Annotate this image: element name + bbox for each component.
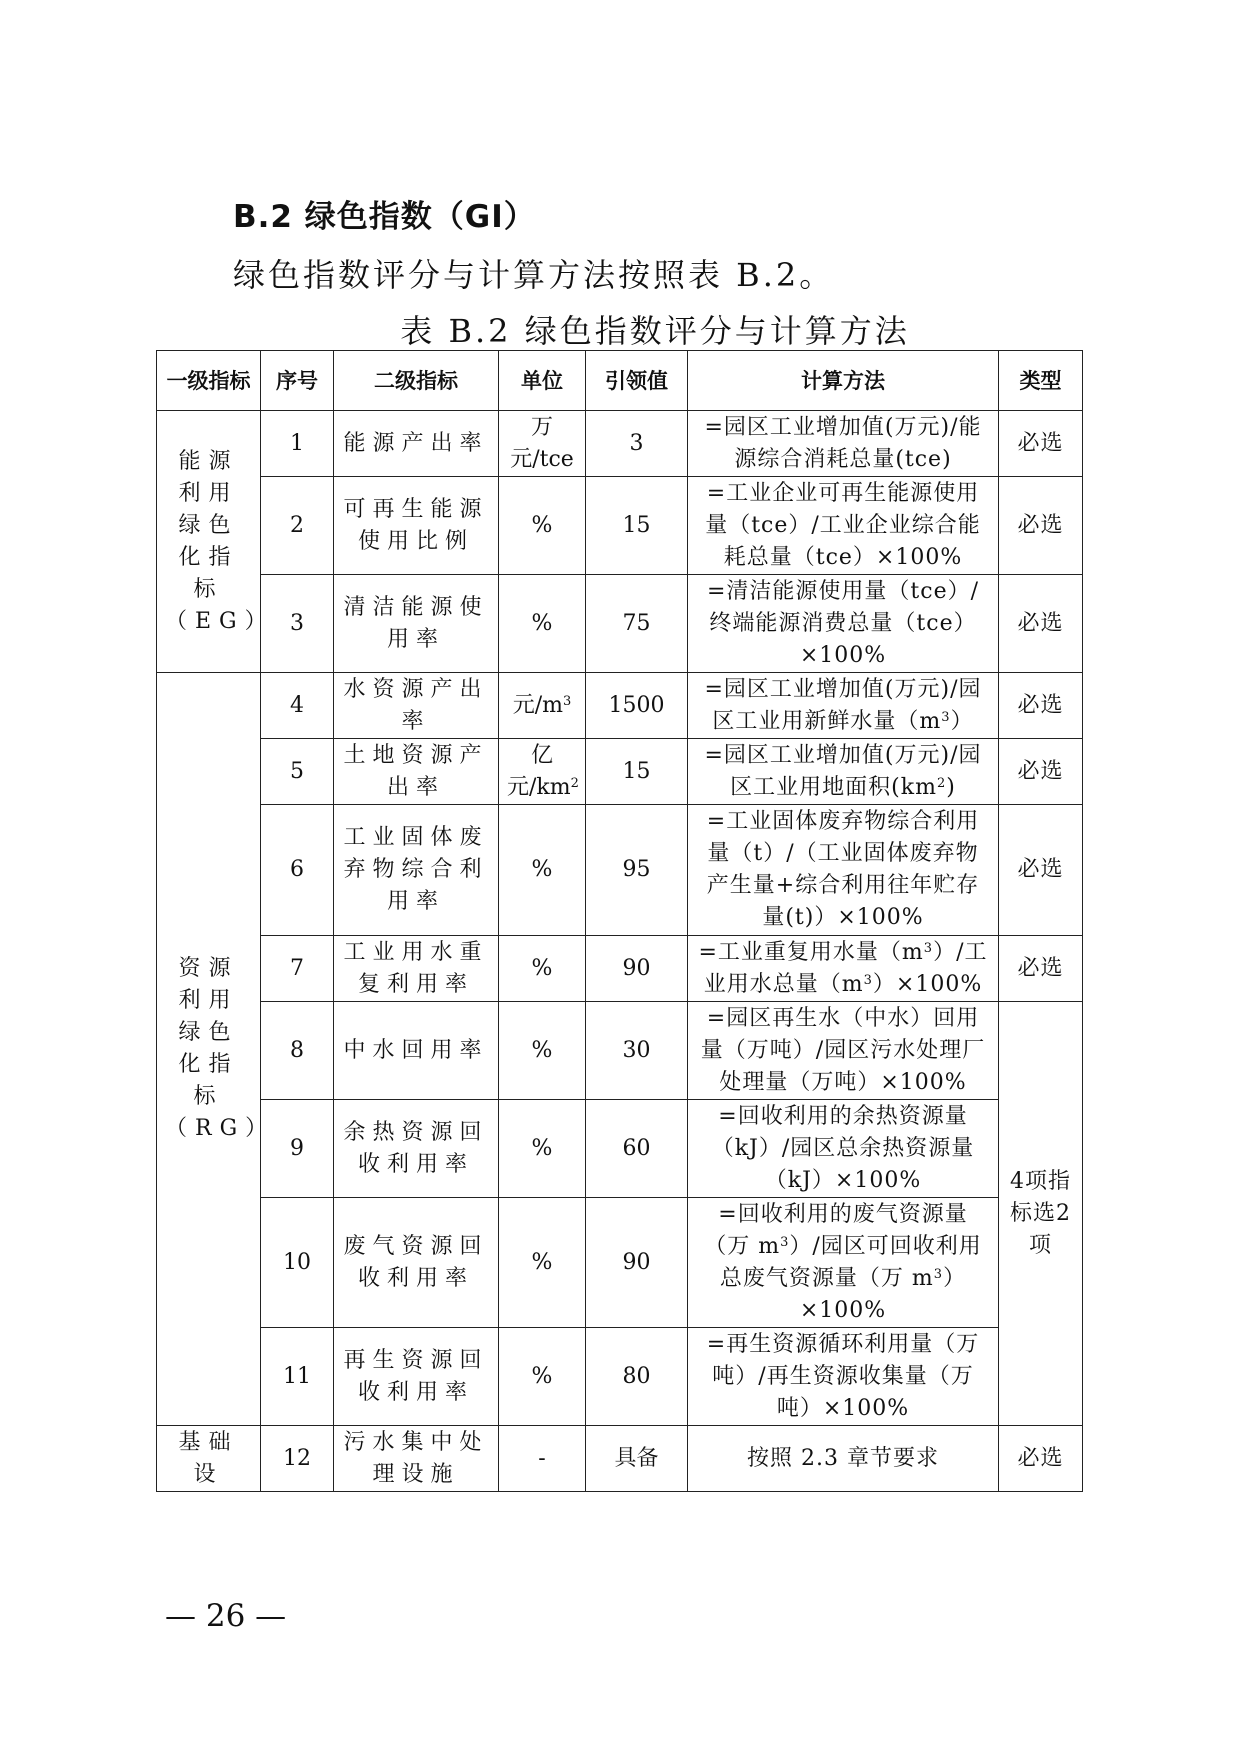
table-caption: 表 B.2 绿色指数评分与计算方法 [400,312,910,350]
unit-cell: 元$/m^3$ [499,673,586,739]
method-cell: =回收利用的废气资源量（万 $m^3)/$园区可回收利用总废气资源量（万 $m^3)\times 100\%$ [688,1198,999,1328]
unit-cell: % [499,575,586,673]
unit-cell: % [499,1198,586,1328]
row-index: 12 [261,1426,334,1492]
type-cell-group: 4项指标选2项 [999,1002,1083,1426]
green-index-table [156,350,1083,1492]
section-heading: B.2 绿色指数（GI） [233,199,536,235]
indicator-name: 废气资源回收利用率 [334,1198,499,1328]
header-type: 类型 [999,351,1083,411]
indicator-name: 工业用水重复利用率 [334,936,499,1002]
indicator-name: 能源产出率 [334,411,499,477]
type-cell: 必选 [999,805,1083,936]
indicator-name: 污水集中处理设施 [334,1426,499,1492]
method-cell: =园区工业增加值(万元)/能源综合消耗总量(tce) [688,411,999,477]
target-cell: 具备 [586,1426,688,1492]
method-cell: =回收利用的余热资源量（kJ）/园区总余热资源量（kJ）×100% [688,1100,999,1198]
method-cell: =清洁能源使用量（tce）/终端能源消费总量（tce）×100% [688,575,999,673]
table-row [157,477,1083,575]
unit-cell: % [499,1328,586,1426]
type-cell: 必选 [999,673,1083,739]
unit-cell: % [499,936,586,1002]
type-cell: 必选 [999,411,1083,477]
unit-cell: % [499,805,586,936]
type-cell: 必选 [999,477,1083,575]
intro-paragraph: 绿色指数评分与计算方法按照表 B.2。 [233,256,835,294]
indicator-name: 土地资源产出率 [334,739,499,805]
table-header-row [157,351,1083,411]
table-row [157,1100,1083,1198]
method-cell: =园区工业增加值(万元)/园区工业用新鲜水量$(m^3)$ [688,673,999,739]
row-index: 4 [261,673,334,739]
type-cell: 必选 [999,1426,1083,1492]
type-cell: 必选 [999,575,1083,673]
method-cell: =工业企业可再生能源使用量（tce）/工业企业综合能耗总量（tce）×100% [688,477,999,575]
header-unit: 单位 [499,351,586,411]
header-method: 计算方法 [688,351,999,411]
unit-cell: % [499,1002,586,1100]
unit-cell: % [499,1100,586,1198]
row-index: 9 [261,1100,334,1198]
indicator-name: 水资源产出率 [334,673,499,739]
target-cell: 3 [586,411,688,477]
row-index: 6 [261,805,334,936]
indicator-name: 可再生能源使用比例 [334,477,499,575]
table-row [157,739,1083,805]
unit-cell: 万元/tce [499,411,586,477]
table-row [157,1426,1083,1492]
type-cell: 必选 [999,936,1083,1002]
header-index: 序号 [261,351,334,411]
method-cell: =园区工业增加值(万元)/园区工业用地面积$(km^2)$ [688,739,999,805]
target-cell: 80 [586,1328,688,1426]
target-cell: 15 [586,477,688,575]
header-category: 一级指标 [157,351,261,411]
unit-cell: - [499,1426,586,1492]
category-cell-rg: 资源利用绿色化指标（RG） [157,673,261,1426]
page-number: — 26 — [165,1598,287,1634]
table-row [157,1198,1083,1328]
target-cell: 1500 [586,673,688,739]
type-cell: 必选 [999,739,1083,805]
table-row [157,805,1083,936]
target-cell: 90 [586,936,688,1002]
row-index: 7 [261,936,334,1002]
table-row [157,411,1083,477]
indicator-name: 工业固体废弃物综合利用率 [334,805,499,936]
table-row [157,936,1083,1002]
unit-cell: % [499,477,586,575]
indicator-name: 余热资源回收利用率 [334,1100,499,1198]
indicator-name: 再生资源回收利用率 [334,1328,499,1426]
method-cell: 按照 2.3 章节要求 [688,1426,999,1492]
target-cell: 60 [586,1100,688,1198]
method-cell: =再生资源循环利用量（万吨）/再生资源收集量（万吨）×100% [688,1328,999,1426]
row-index: 8 [261,1002,334,1100]
header-target: 引领值 [586,351,688,411]
method-cell: =工业重复用水量$(m^3)/$工业用水总量$(m^3)\times 100\%$ [688,936,999,1002]
target-cell: 75 [586,575,688,673]
unit-cell: 亿元$/km^2$ [499,739,586,805]
indicator-name: 中水回用率 [334,1002,499,1100]
target-cell: 95 [586,805,688,936]
header-indicator: 二级指标 [334,351,499,411]
row-index: 5 [261,739,334,805]
row-index: 11 [261,1328,334,1426]
indicator-name: 清洁能源使用率 [334,575,499,673]
table-row [157,1002,1083,1100]
target-cell: 15 [586,739,688,805]
target-cell: 90 [586,1198,688,1328]
target-cell: 30 [586,1002,688,1100]
table-row [157,575,1083,673]
method-cell: =工业固体废弃物综合利用量（t）/（工业固体废弃物产生量+综合利用往年贮存量(t)）×100% [688,805,999,936]
row-index: 3 [261,575,334,673]
category-cell-infra: 基础设 [157,1426,261,1492]
row-index: 1 [261,411,334,477]
row-index: 2 [261,477,334,575]
row-index: 10 [261,1198,334,1328]
table-row [157,673,1083,739]
table-row [157,1328,1083,1426]
method-cell: =园区再生水（中水）回用量（万吨）/园区污水处理厂处理量（万吨）×100% [688,1002,999,1100]
category-cell-eg: 能源利用绿色化指标（EG） [157,411,261,673]
